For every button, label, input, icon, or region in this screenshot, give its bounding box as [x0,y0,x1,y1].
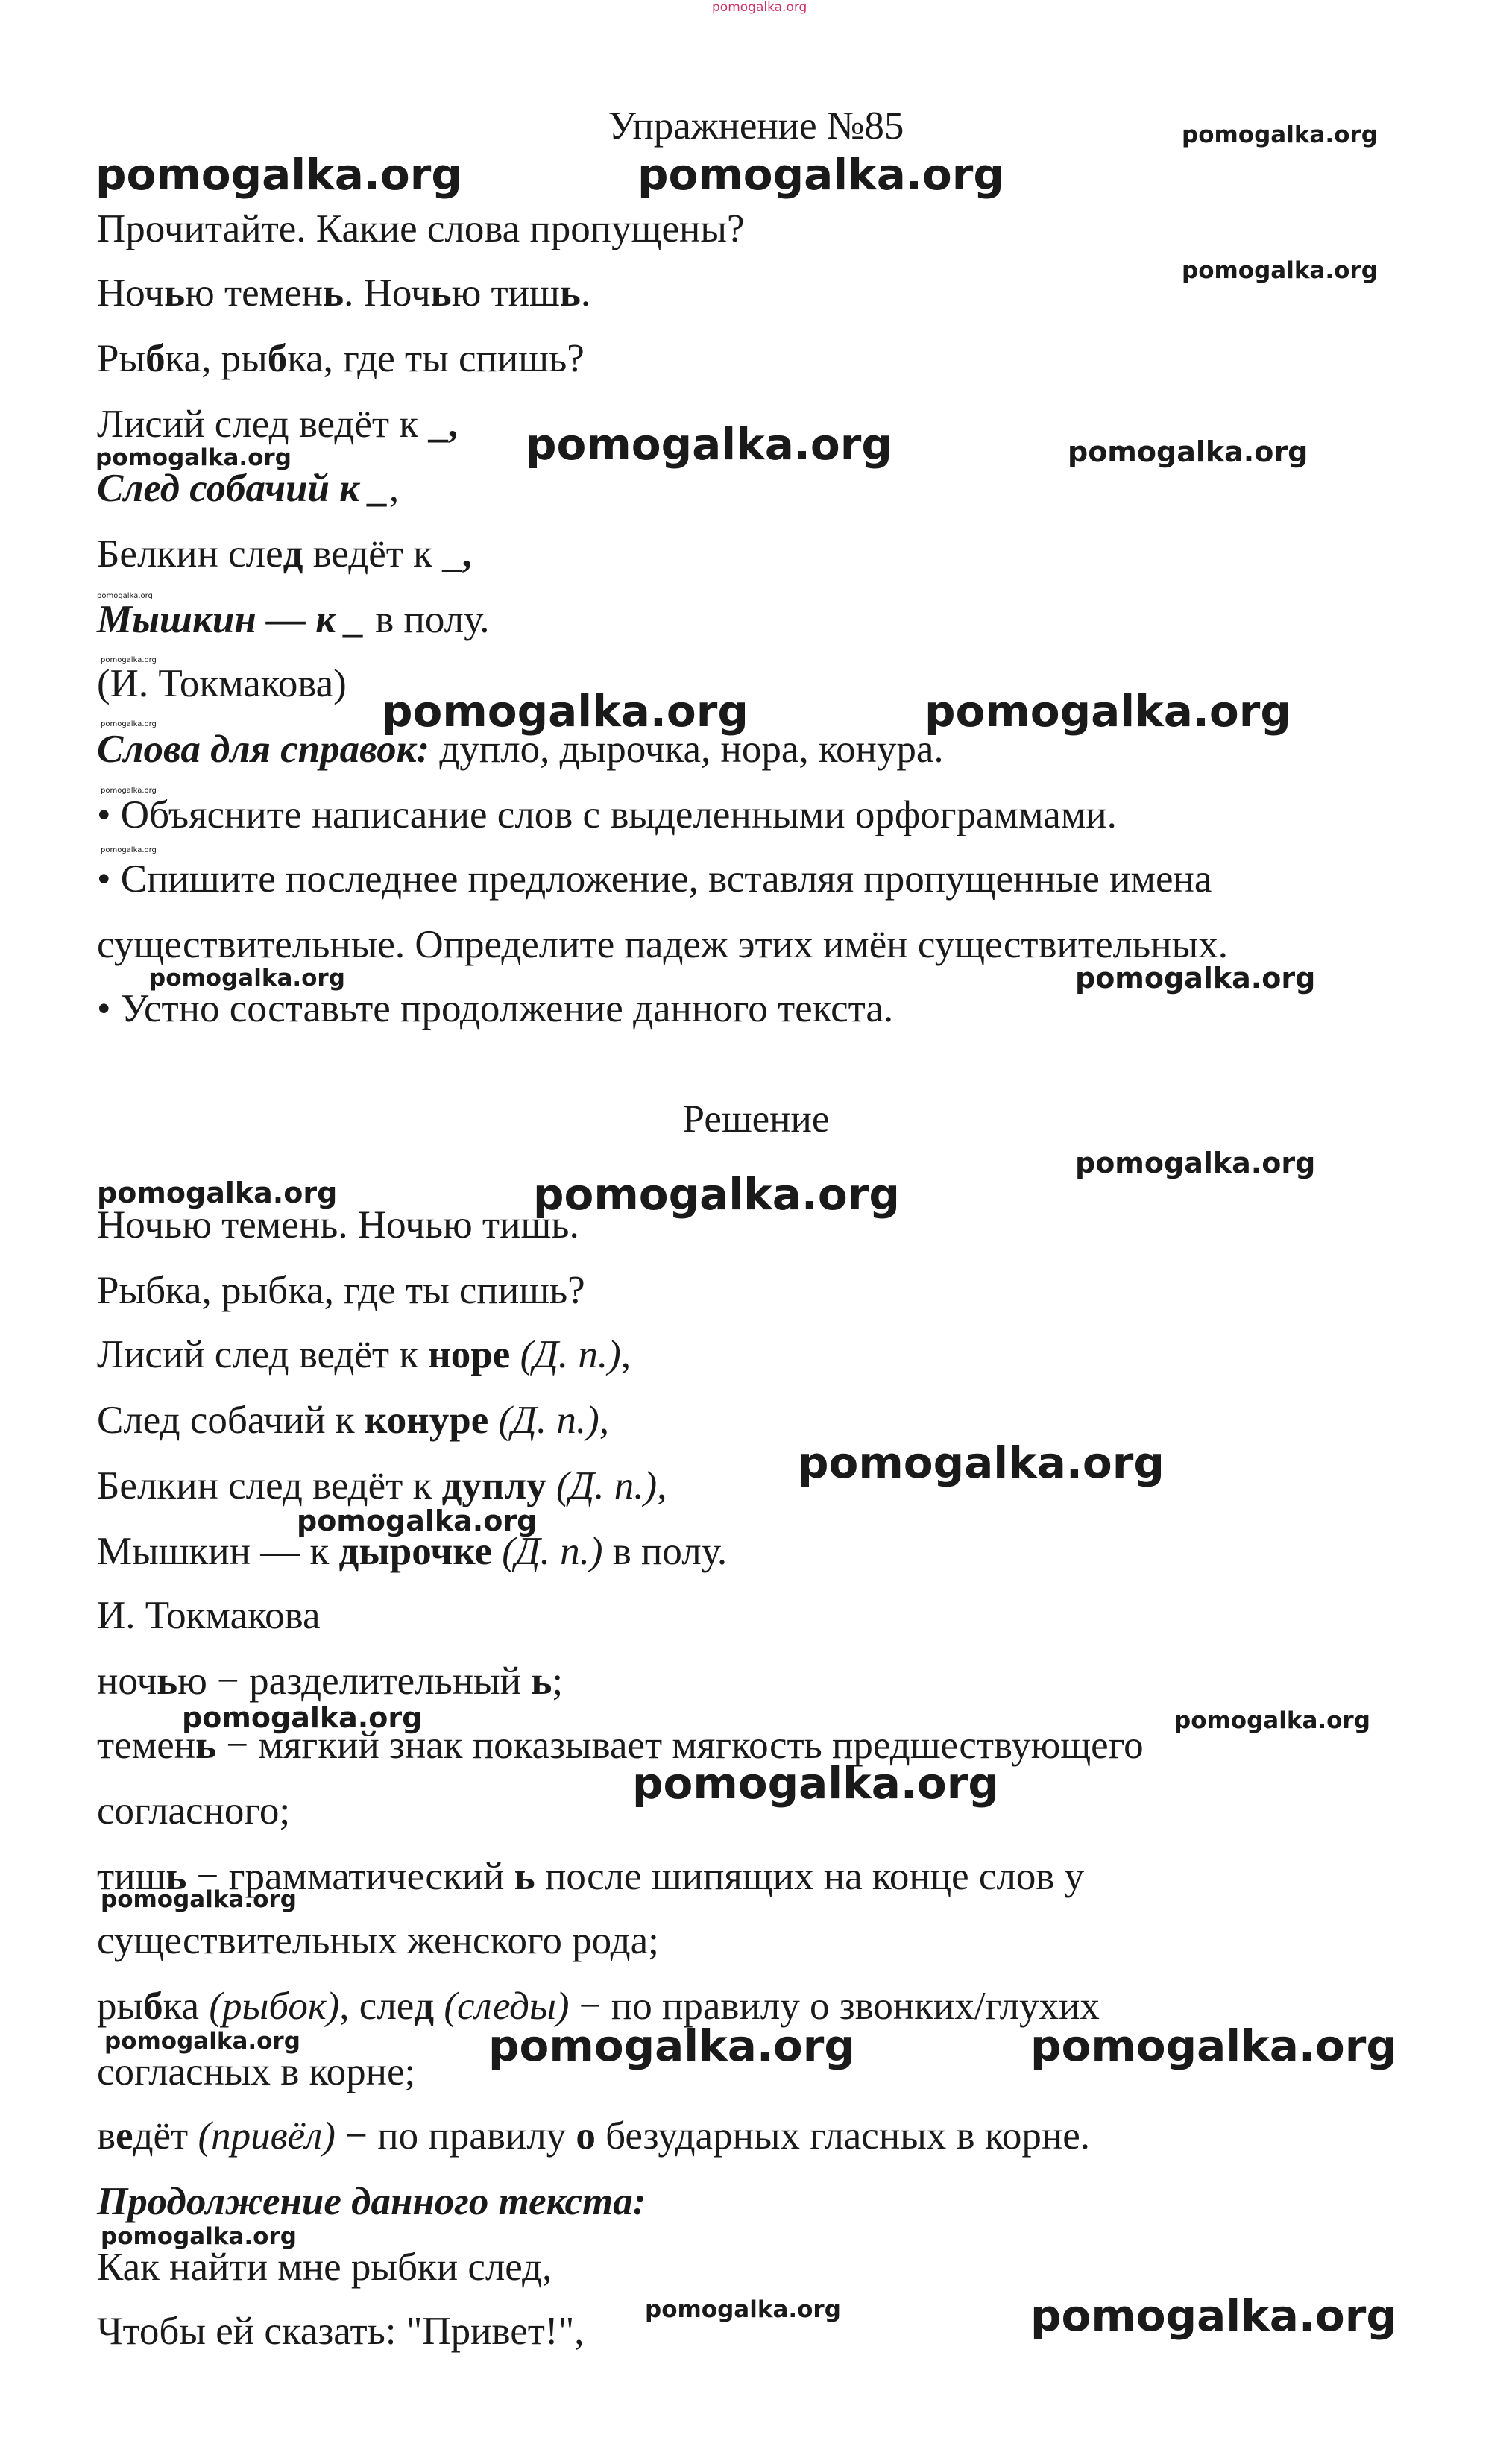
poem-line-6: Мышкин — к _ в полу. [97,598,490,641]
watermark: pomogalka.org [1182,257,1378,284]
watermark: pomogalka.org [632,1758,999,1809]
watermark: pomogalka.org [637,149,1004,200]
watermark: pomogalka.org [488,2020,855,2071]
solution-line-2: Рыбка, рыбка, где ты спишь? [97,1269,585,1312]
poem-line-5: Белкин след ведёт к _, [97,532,472,576]
continuation-line-1: Как найти мне рыбки след, [97,2246,552,2289]
watermark: pomogalka.org [101,656,157,664]
watermark: pomogalka.org [382,686,749,737]
watermark: pomogalka.org [104,2028,300,2055]
solution-line-6: Мышкин — к дырочке (Д. п.) в полу. [97,1530,728,1573]
poem-line-3: Лисий след ведёт к _, [97,403,459,446]
watermark: pomogalka.org [645,2296,841,2323]
watermark: pomogalka.org [1075,1147,1316,1179]
watermark: pomogalka.org [1182,122,1378,148]
watermark: pomogalka.org [101,846,157,854]
watermark: pomogalka.org [526,419,892,470]
explanation-5: ведёт (привёл) − по правилу о безударных гласных в корне. [97,2114,1091,2158]
explanation-4-cont: согласных в корне; [97,2050,416,2093]
watermark: pomogalka.org [101,720,157,728]
task-intro: Прочитайте. Какие слова пропущены? [97,207,745,250]
explanation-2: темень − мягкий знак показывает мягкость предшествующего [97,1724,1144,1767]
watermark: pomogalka.org [1075,962,1316,995]
solution-author: И. Токмакова [97,1594,321,1637]
question-1: • Объясните написание слов с выделенными орфограммами. [97,793,1117,836]
explanation-2-cont: согласного; [97,1789,291,1833]
question-3: • Устно составьте продолжение данного текста. [97,987,894,1030]
explanation-1: ночью − разделительный ь; [97,1660,564,1703]
continuation-label: Продолжение данного текста: [97,2180,646,2223]
watermark: pomogalka.org [1068,435,1308,468]
watermark: pomogalka.org [1030,2020,1397,2071]
solution-line-4: След собачий к конуре (Д. п.), [97,1399,610,1442]
watermark: pomogalka.org [101,1886,297,1913]
watermark: pomogalka.org [297,1504,538,1537]
poem-line-4: След собачий к _, [97,467,400,510]
poem-line-1: Ночью темень. Ночью тишь. [97,271,591,315]
explanation-3: тишь − грамматический ь после шипящих на конце слов у [97,1855,1085,1898]
solution-line-3: Лисий след ведёт к норе (Д. п.), [97,1333,631,1376]
watermark: pomogalka.org [924,686,1291,737]
solution-line-1: Ночью темень. Ночью тишь. [97,1203,579,1247]
explanation-4: рыбка (рыбок), след (следы) − по правилу о звонких/глухих [97,1985,1100,2028]
continuation-line-2: Чтобы ей сказать: "Привет!", [97,2310,585,2353]
help-words: Слова для справок: дупло, дырочка, нора, конура. [97,728,944,771]
watermark: pomogalka.org [95,149,462,200]
watermark: pomogalka.org [182,1701,423,1734]
task-author: (И. Токмакова) [97,662,347,705]
watermark: pomogalka.org [533,1169,900,1220]
watermark: pomogalka.org [97,1176,338,1209]
explanation-3-cont: существительных женского рода; [97,1919,659,1962]
watermark: pomogalka.org [95,444,292,471]
top-watermark: pomogalka.org [712,0,807,15]
watermark: pomogalka.org [798,1437,1165,1488]
question-2: • Спишите последнее предложение, вставляя пропущенные имена [97,857,1212,901]
watermark: pomogalka.org [101,2223,297,2250]
solution-line-5: Белкин след ведёт к дуплу (Д. п.), [97,1464,667,1507]
poem-line-2: Рыбка, рыбка, где ты спишь? [97,337,585,380]
exercise-title: Упражнение №85 [608,104,904,148]
watermark: pomogalka.org [97,592,153,600]
solution-title: Решение [682,1097,830,1141]
watermark: pomogalka.org [1174,1707,1370,1734]
watermark: pomogalka.org [149,965,345,992]
watermark: pomogalka.org [1030,2290,1397,2341]
watermark: pomogalka.org [101,787,157,795]
question-2-cont: существительные. Определите падеж этих имён существительных. [97,923,1228,966]
